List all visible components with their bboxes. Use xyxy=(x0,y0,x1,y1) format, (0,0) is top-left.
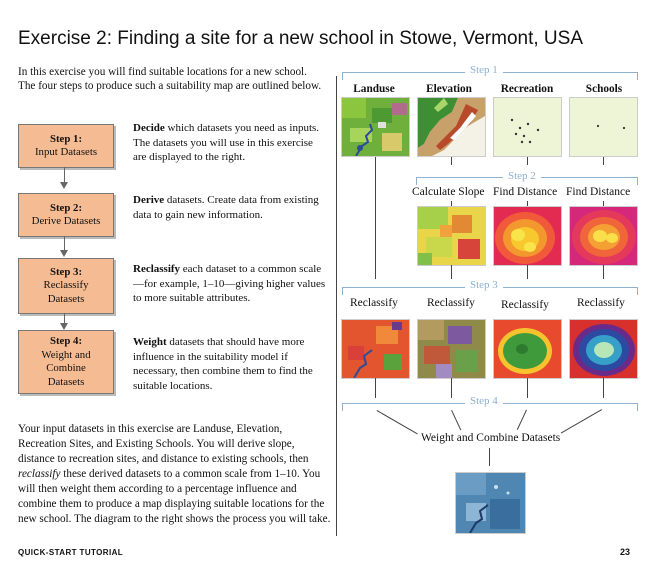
step-3-box xyxy=(18,258,114,314)
tick xyxy=(603,265,604,279)
step-4-box xyxy=(18,330,114,394)
step-4-description: Weight datasets that should have more influence in the suitability model if necessary, then combine them to find the suitable locations. xyxy=(133,336,313,392)
reclassify-landuse-label: Reclassify xyxy=(350,297,398,309)
tick xyxy=(489,448,490,466)
recreation-map xyxy=(493,97,562,157)
slope-map xyxy=(417,206,486,266)
combine-line-1 xyxy=(377,410,418,434)
tick xyxy=(527,378,528,398)
step-2-description: Derive datasets. Create data from existing data to gain new information. xyxy=(133,194,319,221)
reclassified-recreation-map xyxy=(493,319,562,379)
elevation-map xyxy=(417,97,486,157)
flow-arrow-3 xyxy=(64,313,65,323)
schools-distance-map xyxy=(569,206,638,266)
input-schools-label: Schools xyxy=(585,83,623,95)
step-1-name: Input Datasets xyxy=(34,146,98,158)
step-2-label: Step 2: xyxy=(49,201,83,214)
derive-schools-distance-label: Find Distance xyxy=(566,186,631,198)
tick xyxy=(451,157,452,165)
input-landuse-label: Landuse xyxy=(353,83,395,95)
arrow-down-icon xyxy=(60,250,68,257)
arrow-down-icon xyxy=(60,323,68,330)
intro-paragraph: In this exercise you will find suitable locations for a new school. The four steps to produce such a suitability map are outlined below. xyxy=(18,66,322,93)
recreation-distance-map xyxy=(493,206,562,266)
tick xyxy=(451,265,452,279)
step-3-tag: Step 3 xyxy=(465,279,503,291)
tick xyxy=(527,265,528,279)
flow-arrow-1 xyxy=(64,167,65,182)
tick xyxy=(603,378,604,398)
step-2-tag: Step 2 xyxy=(503,170,541,182)
step-1-label: Step 1: xyxy=(49,132,83,145)
combine-label: Weight and Combine Datasets xyxy=(421,432,561,444)
flow-arrow-2 xyxy=(64,236,65,250)
step-4-tag: Step 4 xyxy=(465,395,503,407)
suitability-result-map xyxy=(455,472,526,534)
reclassified-slope-map xyxy=(417,319,486,379)
step-1-description: Decide which datasets you need as inputs. The datasets you will use in this exercise are displayed to the right. xyxy=(133,122,320,163)
step-1-tag: Step 1 xyxy=(465,64,503,76)
step-1-box xyxy=(18,124,114,168)
tick xyxy=(527,157,528,165)
derive-recreation-distance-label: Find Distance xyxy=(493,186,558,198)
step-4-label: Step 4: xyxy=(49,335,83,347)
landuse-connector xyxy=(375,157,376,279)
schools-map xyxy=(569,97,638,157)
tick xyxy=(451,378,452,398)
input-elevation-label: Elevation xyxy=(426,83,472,95)
reclassify-schools-label: Reclassify xyxy=(577,297,625,309)
tick xyxy=(375,378,376,398)
step-4-name: Weight and Combine Datasets xyxy=(41,348,91,388)
arrow-down-icon xyxy=(60,182,68,189)
step-3-label: Step 3: xyxy=(49,265,83,278)
step-2-name: Derive Datasets xyxy=(31,215,101,227)
reclassify-slope-label: Reclassify xyxy=(427,297,475,309)
reclassify-recreation-label: Reclassify xyxy=(501,299,549,311)
page-number: 23 xyxy=(620,547,631,557)
step-2-box xyxy=(18,193,114,237)
combine-line-2 xyxy=(451,410,461,430)
summary-paragraph: Your input datasets in this exercise are Landuse, Elevation, Recreation Sites, and Existing Schools. You will derive slope, distance to recreation sites, and distance to existing schools, then reclassify these derived datasets to a common scale from 1–10. You will then weight them according to a percentage influence and combine them to produce a map displaying suitable locations for the new school. The diagram to the right shows the process you will take. xyxy=(18,423,331,525)
reclassified-schools-map xyxy=(569,319,638,379)
tick xyxy=(603,157,604,165)
step-3-description: Reclassify each dataset to a common scale—for example, 1–10—giving higher values to more suitable attributes. xyxy=(133,263,326,304)
combine-line-4 xyxy=(561,409,602,433)
step-3-name: Reclassify Datasets xyxy=(43,279,89,305)
input-recreation-label: Recreation xyxy=(500,83,554,95)
column-divider xyxy=(336,76,337,536)
derive-slope-label: Calculate Slope xyxy=(412,186,485,198)
landuse-map xyxy=(341,97,410,157)
footer-label: QUICK-START TUTORIAL xyxy=(18,548,124,557)
page-title: Exercise 2: Finding a site for a new school in Stowe, Vermont, USA xyxy=(18,28,583,49)
reclassified-landuse-map xyxy=(341,319,410,379)
combine-line-3 xyxy=(517,410,527,430)
